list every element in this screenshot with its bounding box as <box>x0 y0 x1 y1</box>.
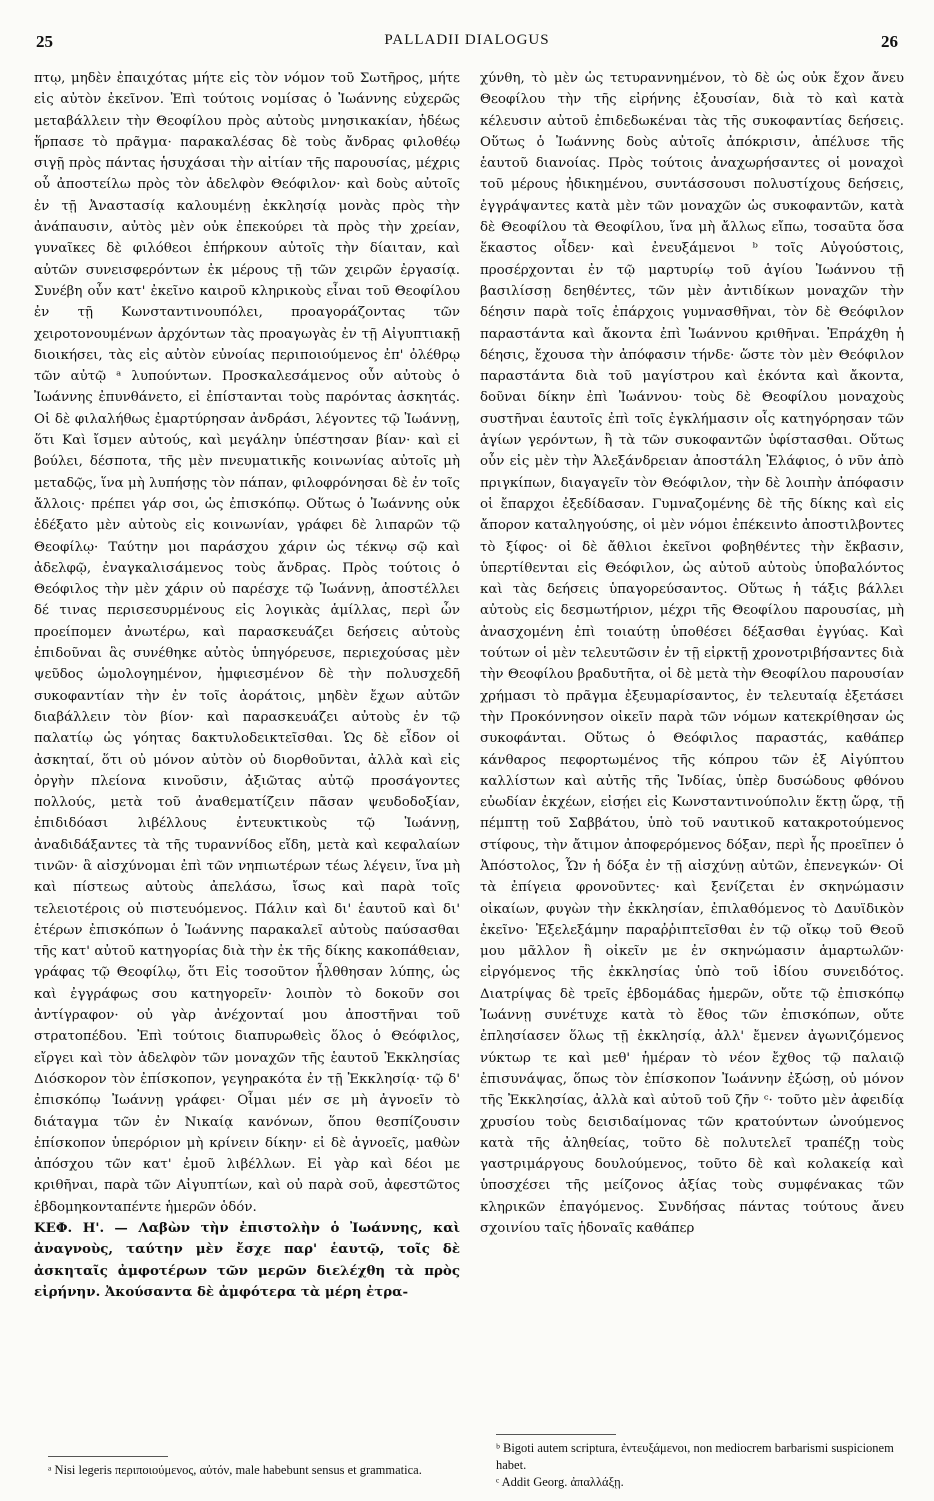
chapter-heading: ΚΕΦ. Η'. <box>34 1220 105 1237</box>
chapter-paragraph <box>34 1218 460 1303</box>
body-paragraph: πτῳ, μηδὲν ἐπαιχότας μήτε εἰς τὸν νόμον τοῦ Σωτῆρος, μήτε εἰς αὐτὸν ἐκεῖνον. Ἐπὶ τούτοις νομίσας ὁ Ἰωάννης εὐχερῶς μεταβάλλειν τὴν Θεοφίλου πρὸς αὐτοὺς μνησικακίαν, ἡδέως ἥρπασε τὸ πρᾶγμα· παρακαλέσας δὲ τοὺς ἄνδρας φιλοθέῳ σιγῇ πρὸς πάντας ἡσυχάσαι τὴν αἰτίαν τῆς παρουσίας, μέχρις οὗ ἀποστείλω πρὸς τὸν ἀδελφὸν Θεόφιλον· καὶ δοὺς αὐτοῖς ἐν τῇ Ἀναστασίᾳ καλουμένῃ ἐκκλησίᾳ μονὰς πρὸς τὴν ἀνάπαυσιν, αὐτὸς μὲν οὐκ ἐπεκούρει τὰ πρὸς τὴν χρείαν, γυναῖκες δὲ φιλόθεοι ἐπήρκουν αὐτοῖς τὴν δίαιταν, καὶ αὐτῶν συνεισφερόντων ἐκ μέρους τῇ τῶν χειρῶν ἐργασίᾳ. Συνέβη οὖν κατ' ἐκεῖνο καιροῦ κληρικοὺς εἶναι τοῦ Θεοφίλου ἐν τῇ Κωνσταντινουπόλει, προαγοράζοντας τῶν χειροτονουμένων ἀρχόντων τὰς προαγωγὰς ἐν τῇ Αἰγυπτιακῇ διοικήσει, τὰς εἰς αὐτὸν εὐνοίας περιποιούμενος ἐπ' ὀλέθρῳ τῶν αὐτῷ ᵃ λυπούντων. Προσκαλεσάμενος οὖν αὐτοὺς ὁ Ἰωάννης ἐπυνθάνετο, εἰ ἐπίστανται τοὺς παρόντας ἀσκητάς. Οἱ δὲ φιλαλήθως ἐμαρτύρησαν ἀνδράσι, λέγοντες τῷ Ἰωάννῃ, ὅτι Καὶ ἴσμεν αὐτούς, καὶ μεγάλην ὑπέστησαν βίαν· καὶ εἰ βούλει, δέσποτα, τῆς μὲν πνευματικῆς κοινωνίας αὐτοῖς μὴ μεταδῷς, ἵνα μὴ λυπήσῃς τὸν πάπαν, φιλοφρόνησαι δὲ ἐν τοῖς ἄλλοις· πρέπει γάρ σοι, ὡς ἐπισκόπῳ. Οὕτως ὁ Ἰωάννης οὐκ ἐδέξατο μὲν αὐτοὺς εἰς κοινωνίαν, γράφει δὲ λιπαρῶν τῷ Θεοφίλῳ· Ταύτην μοι παράσχου χάριν ὡς τέκνῳ σῷ καὶ ἀδελφῷ, ἐναγκαλισάμενος τοὺς ἄνδρας. Πρὸς τούτοις ὁ Θεόφιλος τὴν μὲν χάριν οὐ παρέσχε τῷ Ἰωάννῃ, ἀποστέλλει δέ τινας περισεσυρμένους εἰς λογικὰς ἁμίλλας, περὶ ὧν προείπομεν ἀνωτέρω, καὶ παρασκευάζει δεήσεις αὐτοὺς ἐπιδοῦναι ἃς συνέθηκε αὐτὸς ὑπηγόρευσε, περιεχούσας μὲν ψεῦδος ὡμολογημένον, ἠμφιεσμένον δὲ τὴν πολυσχεδῆ συκοφαντίαν τὴν ἐν τοῖς ἀοράτοις, μηδὲν ἔχων αὐτῶν διαβάλλειν τὸν βίον· καὶ παρασκευάζει αὐτοὺς ἐν τῷ παλατίῳ ὡς γόητας δακτυλοδεικτεῖσθαι. Ὡς δὲ εἶδον οἱ ἀσκηταί, ὅτι οὐ μόνον αὐτὸν οὐ διορθοῦνται, ἀλλὰ καὶ εἰς ὀργὴν πλείονα κινοῦσιν, ἀξιῶτας αὐτῷ προσάγοντες πολλούς, μετὰ τοῦ ἀναθεματίζειν πᾶσαν ψευδοδοξίαν, ἐπιδιδόασι λιβέλλους ἐντευκτικοὺς τῷ Ἰωάννῃ, ἀναδιδάξαντες τὰ τῆς τυραννίδος εἴδη, μετὰ καὶ κεφαλαίων τινῶν· ἃ αἰσχύνομαι ἐπὶ τῶν νηπιωτέρων τέως λέγειν, ἵνα μὴ καὶ πίστεως αὐτοὺς ἀπελάσω, ἴσως καὶ παρὰ τοῖς τελειοτέροις οὐ πιστευόμενος. Πάλιν καὶ δι' ἑαυτοῦ καὶ δι' ἑτέρων ἐπισκόπων ὁ Ἰωάννης παρακαλεῖ αὐτοὺς παύσασθαι τῆς κατ' αὐτοῦ κατηγορίας διὰ τὴν ἐκ τῆς δίκης κακοπάθειαν, γράφας τῷ Θεοφίλῳ, ὅτι Εἰς τοσοῦτον ἦλθθησαν λύπης, ὡς καὶ ἐγγράφως σου κατηγορεῖν· λοιπὸν τὸ δοκοῦν σοι ἀντίγραφον· οὐ γὰρ ἀνέχονταί μου ἀποστῆναι τοῦ στρατοπέδου. Ἐπὶ τούτοις διαπυρωθεὶς ὅλος ὁ Θεόφιλος, εἴργει καὶ τὸν ἀδελφὸν τῶν μοναχῶν τῆς ἑαυτοῦ Ἐκκλησίας Διόσκορον τὸν ἐπίσκοπον, γεγηρακότα ἐν τῇ Ἐκκλησίᾳ· τῷ δ' ἐπισκόπῳ Ἰωάννῃ γράφει· Οἶμαι μέν σε μὴ ἀγνοεῖν τὸ διάταγμα τῶν ἐν Νικαίᾳ κανόνων, ὅπου θεσπίζουσιν ἐπίσκοπον ὑπερόριον μὴ κρίνειν δίκην· εἰ δὲ ἀγνοεῖς, μαθὼν ἀπόσχου τῶν κατ' ἐμοῦ λιβέλλων. Εἰ γὰρ καὶ δέοι με κριθῆναι, παρὰ τῶν Αἰγυπτίων, καὶ οὐ παρὰ σοῦ, ἀφεστῶτος ἑβδομηκονταπέντε ἡμερῶν ὁδόν. <box>34 71 460 1215</box>
page-number-left: 25 <box>36 32 53 51</box>
page-number-right: 26 <box>881 32 898 51</box>
running-title: PALLADII DIALOGUS <box>384 32 550 48</box>
page-header <box>36 32 898 56</box>
footnote-b: ᵇ Bigoti autem scriptura, ἐντευξάμενοι, non mediocrem barbarismi suspicionem habet. <box>496 1441 894 1472</box>
footnotes-right <box>496 1440 904 1491</box>
text-column-right <box>480 68 904 1239</box>
footnote-a: ᵃ Nisi legeris περιποιούμενος, αὐτόν, male habebunt sensus et grammatica. <box>48 1463 422 1477</box>
body-paragraph: χύνθη, τὸ μὲν ὡς τετυραννημένον, τὸ δὲ ὡς οὐκ ἔχον ἄνευ Θεοφίλου τὴν τῆς εἰρήνης ἐξουσίαν, διὰ τὸ καὶ κατὰ κέλευσιν αὐτοῦ ἐπιδεδωκέναι τὰς τῆς συκοφαντίας δεήσεις. Οὕτως ὁ Ἰωάννης δοὺς αὐτοῖς ἀπόκρισιν, ἀπέλυσε τῆς ἑαυτοῦ διανοίας. Πρὸς τούτοις ἀναχωρήσαντες οἱ μοναχοὶ τοῦ μέρους ἠδικημένου, συντάσσουσι πολυστίχους δεήσεις, ἐγγράψαντες κατὰ μὲν τῶν μοναχῶν ὡς συκοφαντῶν, κατὰ δὲ Θεοφίλου τὰ Θεοφίλου, ἵνα μὴ ἄλλως εἴπω, τοσαῦτα ὅσα ἕκαστος οἶδεν· καὶ ἐνευξάμενοι ᵇ τοῖς Αὐγούστοις, προσέρχονται ἐν τῷ μαρτυρίῳ τοῦ ἁγίου Ἰωάννου τῇ βασιλίσσῃ δεηθέντες, τῶν μὲν ἀντιδίκων μοναχῶν τὴν δέησιν παρὰ τοῖς ἐπάρχοις γυμνασθῆναι, τὸν δὲ Θεόφιλον παραστάντα καὶ ἄκοντα ἐπὶ Ἰωάννου κριθῆναι. Ἐπράχθη ἡ δέησις, ἔχουσα τὴν ἀπόφασιν τήνδε· ὥστε τὸν μὲν Θεόφιλον παραστάντα διὰ τοῦ μαγίστρου καὶ ἑκόντα καὶ ἄκοντα, δοῦναι δίκην ἐπὶ Ἰωάννου· τοὺς δὲ Θεοφίλου μοναχοὺς συστῆναι ἑαυτοῖς ἐπὶ τοῖς ἐγκλήμασιν οἷς κατηγόρησαν τῶν ἁγίων γερόντων, ἢ τὰ τῶν συκοφαντῶν ὑφίστασθαι. Οὕτως οὖν εἰς μὲν τὴν Ἀλεξάνδρειαν ἀποστάλη Ἐλάφιος, ὁ νῦν ἀπὸ πριγκίπων, διαγαγεῖν τὸν Θεόφιλον, τὴν δὲ λοιπὴν ἀπόφασιν οἱ ἔπαρχοι ἐξεδίδασαν. Γυμναζομένης δὲ τῆς δίκης καὶ εἰς ἄπορον καταληγούσης, οἱ μὲν νόμοι ἐπέκεινto ἀποστιλβοντες τὸ ξίφος· οἱ δὲ ἄθλιοι ἐκεῖνοι φοβηθέντες τὴν ἔκβασιν, ὑπερτίθενται εἰς Θεόφιλον, ὡς αὐτοῦ αὐτοὺς ὑποβαλόντος καὶ τὰς δεήσεις ὑπαγορεύσαντος. Οὕτως ἡ τάξις βάλλει αὐτοὺς εἰς δεσμωτήριον, μέχρι τῆς Θεοφίλου παρουσίας, μὴ ἀνασχομένη ἐπὶ τοιαύτῃ ὑποθέσει δέξασθαι ἐγγύας. Καὶ τούτων οἱ μὲν τελευτῶσιν ἐν τῇ εἱρκτῇ χρονοτριβήσαντες διὰ τὴν Θεοφίλου βραδυτῆτα, οἱ δὲ μετὰ τὴν Θεοφίλου παρουσίαν χρήμασι τὸ πρᾶγμα ἐξευμαρίσαντος, ἐν τελευταίᾳ ἐξετάσει τὴν Προκόννησον οἰκεῖν παρὰ τῶν νόμων κατεκρίθησαν ὡς συκοφάνται. Οὕτως ὁ Θεόφιλος παραστάς, καθάπερ κάνθαρος πεφορτωμένος τῆς κόπρου τῶν ἐξ Αἰγύπτου καλλίστων καὶ αὐτῆς τῆς Ἰνδίας, ὑπὲρ δυσώδους φθόνου εὐωδίαν ἐκχέων, εἰσῄει εἰς Κωνσταντινούπολιν ἕκτῃ ὥρᾳ, τῇ πέμπτῃ τοῦ Σαββάτου, ὑπὸ τοῦ ναυτικοῦ κατακροτούμενος στίφους, τὴν ἄτιμον ἀποφερόμενος δόξαν, περὶ ἧς προεῖπεν ὁ Ἀπόστολος, Ὧν ἡ δόξα ἐν τῇ αἰσχύνῃ αὐτῶν, ἐπενεγκών· Οἱ τὰ ἐπίγεια φρονοῦντες· καὶ ξενίζεται ἐν σκηνώμασιν οἰκαίων, φυγὼν τὴν ἐκκλησίαν, ἐπιλαθόμενος τὸ Δαυϊδικὸν ἐκεῖνο· Ἐξελεξάμην παραῤῥιπτεῖσθαι ἐν τῷ οἴκῳ τοῦ Θεοῦ μου μᾶλλον ἢ οἰκεῖν με ἐν σκηνώμασιν ἁμαρτωλῶν· εἰργόμενος τῆς ἐκκλησίας ὑπὸ τοῦ ἰδίου συνειδότος. Διατρίψας δὲ τρεῖς ἑβδομάδας ἡμερῶν, οὔτε τῷ ἐπισκόπῳ Ἰωάννῃ συνέτυχε κατὰ τὸ ἔθος τῶν ἐπισκόπων, οὔτε ἐπλησίασεν ὅλως τῇ ἐκκλησίᾳ, ἀλλ' ἔμενεν ἀγωνιζόμενος νύκτωρ τε καὶ μεθ' ἡμέραν τὸ νέον ἔχθος τῷ παλαιῷ ἐπισυνάψας, ὅπως τὸν ἐπίσκοπον Ἰωάννην ἐξώσῃ, οὐ μόνον τῆς Ἐκκλησίας, ἀλλὰ καὶ αὐτοῦ τοῦ ζῆν ᶜ· τοῦτο μὲν ἀφειδίᾳ χρυσίου τοὺς δεισιδαίμονας τῶν κρατούντων ὠνούμενος κατὰ τῆς ἀληθείας, τοῦτο δὲ πολυτελεῖ τραπέζῃ τοὺς γαστριμάργους δουλούμενος, τοῦτο δὲ καὶ κολακείᾳ καὶ ὑποσχέσει τῆς μείζονος ἀξίας τοὺς συμφένακας τῶν κληρικῶν ἐπαγόμενος. Συνδήσας πάντας τούτους ἄνευ σχοινίου ταῖς ἡδοναῖς καθάπερ <box>480 71 904 1237</box>
text-column-left <box>34 68 460 1303</box>
footnote-rule <box>496 1434 616 1435</box>
chapter-text: — Λαβὼν τὴν ἐπιστολὴν ὁ Ἰωάννης, καὶ ἀναγνοὺς, ταύτην μὲν ἔσχε παρ' ἑαυτῷ, τοῖς δὲ ἀσκηταῖς ἀμφοτέρων τῶν μερῶν διελέχθη τὰ πρὸς εἰρήνην. Ἀκούσαντα δὲ ἀμφότερα τὰ μέρη ἐτρα- <box>34 1220 460 1300</box>
footnote-c: ᶜ Addit Georg. ἀπαλλάξῃ. <box>496 1475 624 1489</box>
footnote-rule <box>48 1456 168 1457</box>
